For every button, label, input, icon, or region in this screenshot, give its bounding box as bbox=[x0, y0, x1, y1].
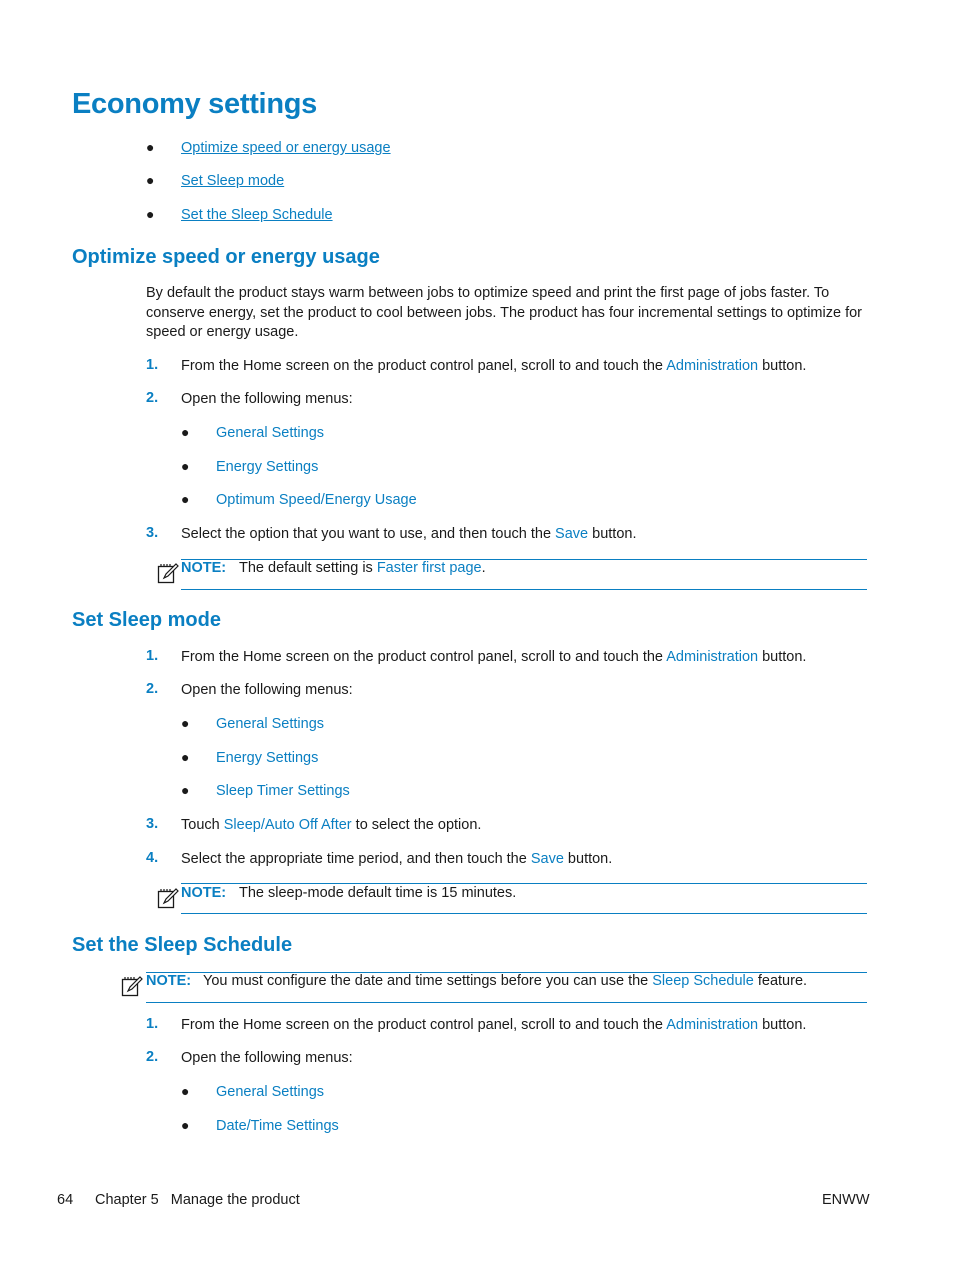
step-number: 1. bbox=[146, 648, 159, 664]
bullet: ● bbox=[181, 782, 190, 798]
note-rule-bottom bbox=[181, 589, 867, 590]
step-number: 4. bbox=[146, 850, 159, 866]
page-title: Economy settings bbox=[72, 88, 317, 120]
step-text: Select the option that you want to use, and then touch the Save button. bbox=[181, 526, 637, 542]
bullet: ● bbox=[181, 1083, 190, 1099]
footer-locale: ENWW bbox=[822, 1192, 870, 1208]
note-text: The sleep-mode default time is 15 minutes. bbox=[239, 885, 517, 901]
section-heading-sleep-schedule: Set the Sleep Schedule bbox=[72, 934, 293, 956]
note-rule-bottom bbox=[181, 913, 867, 914]
menu-link-save[interactable]: Save bbox=[555, 526, 589, 542]
note-label: NOTE: bbox=[146, 973, 192, 989]
section-heading-sleep-mode: Set Sleep mode bbox=[72, 609, 221, 631]
bullet: ● bbox=[181, 424, 190, 440]
step-text: Touch Sleep/Auto Off After to select the option. bbox=[181, 817, 482, 833]
note-text: You must configure the date and time settings before you can use the Sleep Schedule feature. bbox=[203, 973, 808, 989]
bullet: ● bbox=[146, 206, 155, 222]
section-heading-optimize: Optimize speed or energy usage bbox=[72, 246, 380, 268]
toc-link-sleep-schedule[interactable]: Set the Sleep Schedule bbox=[181, 207, 333, 223]
menu-item-general-settings[interactable]: General Settings bbox=[216, 716, 325, 732]
menu-item-energy-settings[interactable]: Energy Settings bbox=[216, 750, 319, 766]
step-text: Open the following menus: bbox=[181, 391, 353, 407]
menu-item-general-settings[interactable]: General Settings bbox=[216, 425, 325, 441]
step-number: 1. bbox=[146, 1016, 159, 1032]
bullet: ● bbox=[181, 458, 190, 474]
step-number: 2. bbox=[146, 390, 159, 406]
bullet: ● bbox=[181, 715, 190, 731]
step-text: From the Home screen on the product control panel, scroll to and touch the Administration button. bbox=[181, 1017, 807, 1033]
bullet: ● bbox=[181, 1117, 190, 1133]
note-label: NOTE: bbox=[181, 560, 227, 576]
bullet: ● bbox=[181, 491, 190, 507]
section-intro: By default the product stays warm between jobs to optimize speed and print the first page of jobs faster. To conserve energy, set the product to cool between jobs. The product has four incremental settings to optimize for speed or energy usage. bbox=[146, 285, 862, 340]
step-text: Select the appropriate time period, and then touch the Save button. bbox=[181, 851, 613, 867]
menu-item-sleep-timer-settings[interactable]: Sleep Timer Settings bbox=[216, 783, 350, 799]
menu-item-date-time-settings[interactable]: Date/Time Settings bbox=[216, 1118, 339, 1134]
step-text: Open the following menus: bbox=[181, 682, 353, 698]
step-number: 1. bbox=[146, 357, 159, 373]
note-rule-bottom bbox=[146, 1002, 867, 1003]
menu-link-administration[interactable]: Administration bbox=[666, 1017, 759, 1033]
step-number: 2. bbox=[146, 1049, 159, 1065]
note-text: The default setting is Faster first page. bbox=[239, 560, 486, 576]
menu-item-energy-settings[interactable]: Energy Settings bbox=[216, 459, 319, 475]
step-text: Open the following menus: bbox=[181, 1050, 353, 1066]
page-number: 64 bbox=[57, 1192, 74, 1208]
step-text: From the Home screen on the product control panel, scroll to and touch the Administration button. bbox=[181, 649, 807, 665]
menu-link-administration[interactable]: Administration bbox=[666, 649, 759, 665]
toc-link-optimize[interactable]: Optimize speed or energy usage bbox=[181, 140, 391, 156]
step-text: From the Home screen on the product control panel, scroll to and touch the Administration button. bbox=[181, 358, 807, 374]
chapter-label: Chapter 5 Manage the product bbox=[95, 1192, 300, 1208]
menu-link-sleep-schedule[interactable]: Sleep Schedule bbox=[652, 973, 754, 989]
note-label: NOTE: bbox=[181, 885, 227, 901]
menu-link-sleep-auto-off[interactable]: Sleep/Auto Off After bbox=[223, 817, 352, 833]
note-icon bbox=[157, 887, 179, 909]
step-number: 3. bbox=[146, 816, 159, 832]
toc-link-sleep-mode[interactable]: Set Sleep mode bbox=[181, 173, 285, 189]
menu-item-general-settings[interactable]: General Settings bbox=[216, 1084, 325, 1100]
menu-item-optimum-speed[interactable]: Optimum Speed/Energy Usage bbox=[216, 492, 417, 508]
step-number: 3. bbox=[146, 525, 159, 541]
bullet: ● bbox=[181, 749, 190, 765]
menu-link-faster-first-page[interactable]: Faster first page bbox=[376, 560, 482, 576]
bullet: ● bbox=[146, 172, 155, 188]
menu-link-administration[interactable]: Administration bbox=[666, 358, 759, 374]
note-icon bbox=[157, 562, 179, 584]
note-icon bbox=[121, 975, 143, 997]
menu-link-save[interactable]: Save bbox=[530, 851, 564, 867]
step-number: 2. bbox=[146, 681, 159, 697]
bullet: ● bbox=[146, 139, 155, 155]
